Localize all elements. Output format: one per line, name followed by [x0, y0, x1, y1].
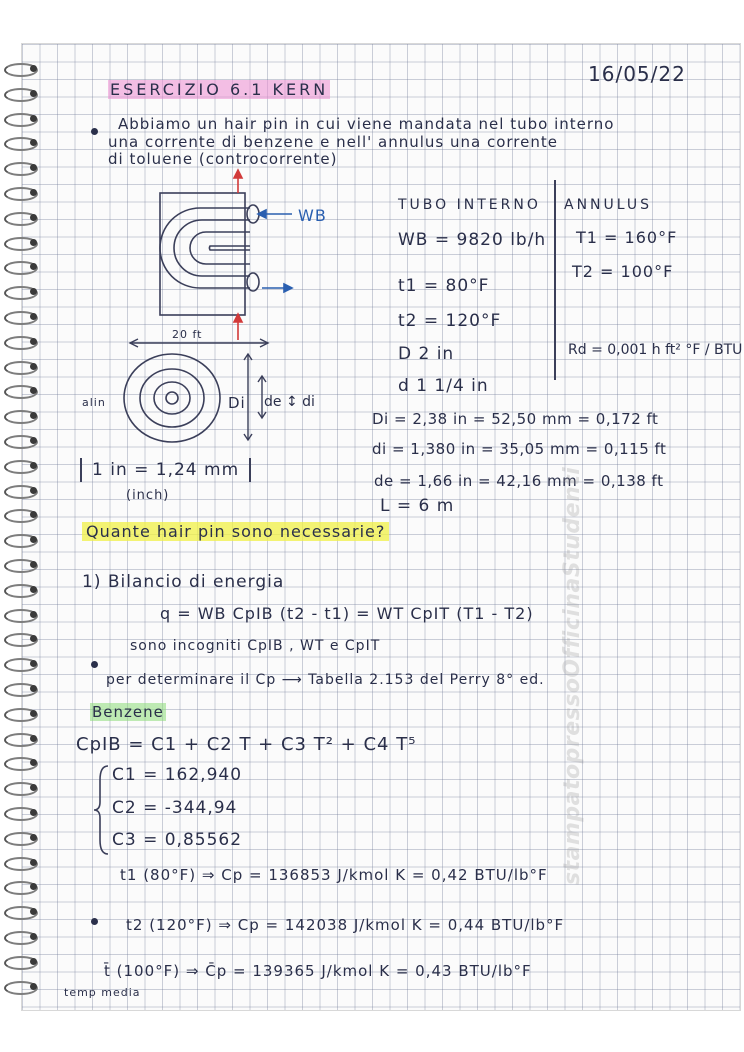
length-value: L = 6 m	[380, 496, 455, 516]
punch-hole	[30, 115, 37, 122]
di-big-label: Di	[228, 394, 246, 412]
punch-hole	[30, 189, 37, 196]
wb-value: WB = 9820 lb/h	[398, 230, 547, 250]
punch-hole	[30, 313, 37, 320]
punch-hole	[30, 859, 37, 866]
table-divider	[554, 180, 556, 380]
coef-c3: C3 = 0,85562	[112, 830, 243, 850]
hairpin-diagram	[120, 168, 320, 348]
intro-line-1: Abbiamo un hair pin in cui viene mandata nel tubo interno	[118, 115, 615, 133]
punch-hole	[30, 710, 37, 717]
t2-value: t2 = 120°F	[398, 311, 502, 331]
section-energy-balance: 1) Bilancio di energia	[82, 572, 285, 592]
date: 16/05/22	[588, 62, 686, 86]
length-label: 20 ft	[172, 328, 203, 341]
punch-hole	[30, 437, 37, 444]
cp-at-tmedia: t̄ (100°F) ⇒ C̄p = 139365 J/kmol K = 0,43 BTU/lb°F	[104, 962, 532, 980]
bullet-dot	[91, 128, 98, 135]
di-dimension: di = 1,380 in = 35,05 mm = 0,115 ft	[372, 440, 667, 458]
punch-hole	[30, 958, 37, 965]
T1-value: T1 = 160°F	[576, 228, 678, 247]
tubo-interno-header: TUBO INTERNO	[398, 197, 541, 213]
punch-hole	[30, 65, 37, 72]
de-dimension: de = 1,66 in = 42,16 mm = 0,138 ft	[374, 472, 664, 490]
conversion-box: 1 in = 1,24 mm	[80, 458, 251, 482]
punch-hole	[30, 586, 37, 593]
punch-hole	[30, 809, 37, 816]
determine-cp: per determinare il Cp ⟶ Tabella 2.153 del Perry 8° ed.	[106, 672, 545, 688]
punch-hole	[30, 611, 37, 618]
conversion-note: (inch)	[126, 488, 170, 503]
t1-value: t1 = 80°F	[398, 276, 490, 296]
intro-line-3: di toluene (controcorrente)	[108, 150, 338, 168]
punch-hole	[30, 214, 37, 221]
punch-hole	[30, 239, 37, 246]
temp-media-note: temp media	[64, 986, 141, 999]
punch-hole	[30, 933, 37, 940]
cp-equation: CpIB = C1 + C2 T + C3 T² + C4 T⁵	[76, 734, 417, 755]
watermark: stampatopressoOfficinaStudenti	[560, 466, 585, 885]
bullet-dot	[91, 918, 98, 925]
side-note: alin	[82, 396, 106, 409]
d-value: d 1 1/4 in	[398, 376, 489, 396]
coef-c2: C2 = -344,94	[112, 798, 238, 818]
cp-at-t2: t2 (120°F) ⇒ Cp = 142038 J/kmol K = 0,44 BTU/lb°F	[126, 916, 565, 934]
scan-border	[0, 0, 744, 44]
cross-section-diagram	[118, 350, 228, 450]
bullet-dot	[91, 661, 98, 668]
punch-hole	[30, 983, 37, 990]
benzene-label: Benzene	[92, 703, 164, 721]
punch-hole	[30, 90, 37, 97]
wb-label: WB	[298, 206, 327, 225]
punch-hole	[30, 834, 37, 841]
annulus-header: ANNULUS	[564, 197, 653, 213]
punch-hole	[30, 561, 37, 568]
Rd-value: Rd = 0,001 h ft² °F / BTU	[568, 342, 743, 358]
T2-value: T2 = 100°F	[572, 262, 674, 281]
de-di-label: de ↕ di	[264, 394, 315, 410]
punch-hole	[30, 462, 37, 469]
cp-at-t1: t1 (80°F) ⇒ Cp = 136853 J/kmol K = 0,42 BTU/lb°F	[120, 866, 548, 884]
punch-hole	[30, 685, 37, 692]
Di-dimension: Di = 2,38 in = 52,50 mm = 0,172 ft	[372, 410, 659, 428]
D-value: D 2 in	[398, 344, 455, 364]
brace	[92, 764, 112, 856]
spiral-binding	[0, 55, 40, 1010]
punch-hole	[30, 338, 37, 345]
punch-hole	[30, 363, 37, 370]
question: Quante hair pin sono necessarie?	[82, 522, 389, 541]
coef-c1: C1 = 162,940	[112, 765, 243, 785]
exercise-title: ESERCIZIO 6.1 KERN	[110, 80, 329, 99]
punch-hole	[30, 487, 37, 494]
unknowns: sono incogniti CpIB , WT e CpIT	[130, 638, 381, 654]
energy-equation: q = WB CpIB (t2 - t1) = WT CpIT (T1 - T2)	[160, 604, 534, 623]
punch-hole	[30, 735, 37, 742]
intro-line-2: una corrente di benzene e nell' annulus una corrente	[108, 133, 558, 151]
